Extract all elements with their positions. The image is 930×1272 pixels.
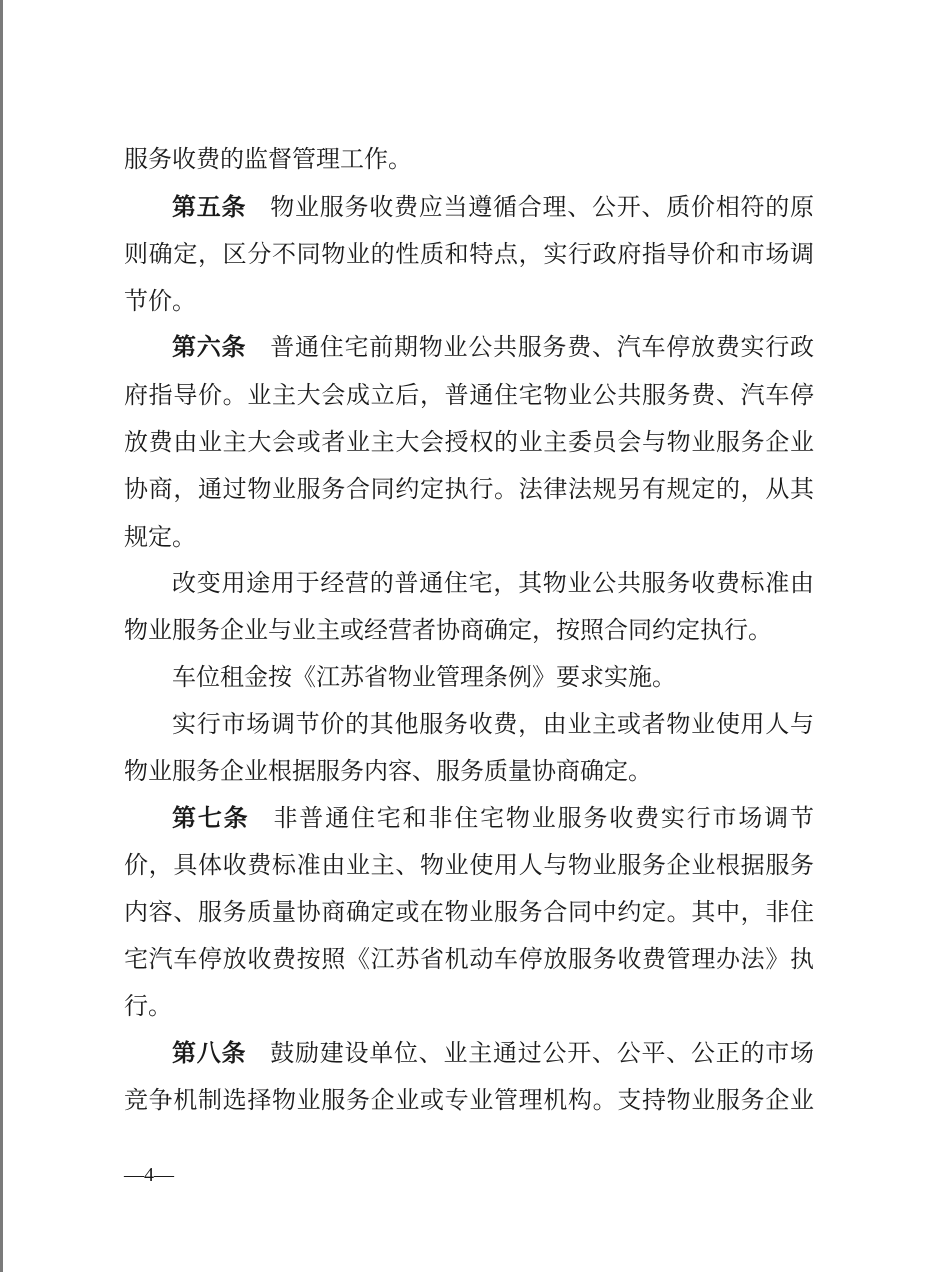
paragraph-line: 内容、服务质量协商确定或在物业服务合同中约定。其中，非住 xyxy=(124,898,814,926)
paragraph-line: 实行市场调节价的其他服务收费，由业主或者物业使用人与 xyxy=(172,710,814,738)
paragraph-line: 物业服务收费应当遵循合理、公开、质价相符的原 xyxy=(270,193,814,221)
paragraph-line: 放费由业主大会或者业主大会授权的业主委员会与物业服务企业 xyxy=(124,428,814,456)
article-7-first-line xyxy=(124,795,814,841)
paragraph-line: 服务收费的监督管理工作。 xyxy=(124,145,412,173)
page-number: —4— xyxy=(124,1164,174,1186)
paragraph-line: 价，具体收费标准由业主、物业使用人与物业服务企业根据服务 xyxy=(124,851,814,879)
paragraph-line: 物业服务企业根据服务内容、服务质量协商确定。 xyxy=(124,757,652,785)
article-5-heading: 第五条 xyxy=(172,193,247,221)
article-7-heading: 第七条 xyxy=(172,804,250,832)
paragraph-line: 行。 xyxy=(124,992,172,1020)
article-8-first-line xyxy=(124,1030,814,1076)
paragraph-line: 车位租金按《江苏省物业管理条例》要求实施。 xyxy=(172,663,676,691)
paragraph-line: 协商，通过物业服务合同约定执行。法律法规另有规定的，从其 xyxy=(124,475,814,503)
paragraph-line: 非普通住宅和非住宅物业服务收费实行市场调节 xyxy=(273,804,814,832)
paragraph-line: 鼓励建设单位、业主通过公开、公平、公正的市场 xyxy=(270,1039,814,1067)
paragraph-line: 物业服务企业与业主或经营者协商确定，按照合同约定执行。 xyxy=(124,616,772,644)
article-8-heading: 第八条 xyxy=(172,1039,247,1067)
paragraph-line: 节价。 xyxy=(124,287,196,315)
article-5-first-line xyxy=(124,184,814,230)
paragraph-line: 府指导价。业主大会成立后，普通住宅物业公共服务费、汽车停 xyxy=(124,381,814,409)
article-6-heading: 第六条 xyxy=(172,333,247,361)
paragraph-line: 则确定，区分不同物业的性质和特点，实行政府指导价和市场调 xyxy=(124,240,814,268)
paragraph-line: 改变用途用于经营的普通住宅，其物业公共服务收费标准由 xyxy=(172,569,814,597)
page-left-edge xyxy=(0,0,3,1272)
paragraph-line: 规定。 xyxy=(124,523,196,551)
paragraph-line: 宅汽车停放收费按照《江苏省机动车停放服务收费管理办法》执 xyxy=(124,945,814,973)
paragraph-line: 普通住宅前期物业公共服务费、汽车停放费实行政 xyxy=(270,333,814,361)
paragraph-line: 竞争机制选择物业服务企业或专业管理机构。支持物业服务企业 xyxy=(124,1086,814,1114)
article-6-first-line xyxy=(124,324,814,370)
